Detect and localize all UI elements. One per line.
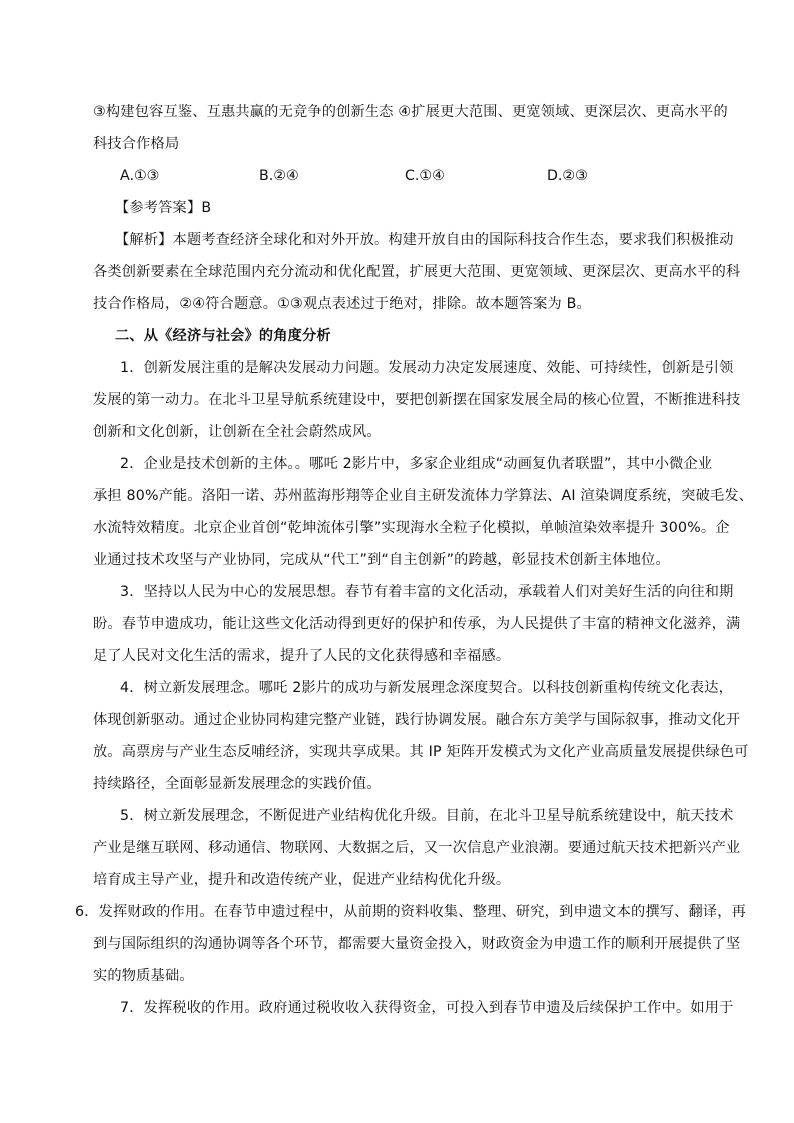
paragraph-line: 盼。春节申遗成功，能让这些文化活动得到更好的保护和传承，为人民提供了丰富的精神文化滋养，满 xyxy=(93,616,741,632)
paragraph-line: 体现创新驱动。通过企业协同构建完整产业链，践行协调发展。融合东方美学与国际叙事，推动文化开 xyxy=(93,712,741,728)
paragraph-line: 业通过技术攻坚与产业协同，完成从“代工”到“自主创新”的跨越，彰显技术创新主体地位。 xyxy=(93,552,670,568)
paragraph-line: 发展的第一动力。在北斗卫星导航系统建设中，要把创新摆在国家发展全局的核心位置，不断推进科技 xyxy=(93,392,741,408)
question-option-line: ③构建包容互鉴、互惠共赢的无竞争的创新生态 ④扩展更大范围、更宽领域、更深层次、更高水平的 xyxy=(93,104,728,120)
analysis-line: 各类创新要素在全球范围内充分流动和优化配置，扩展更大范围、更宽领域、更深层次、更高水平的科 xyxy=(93,264,741,280)
paragraph-line: 创新和文化创新，让创新在全社会蔚然成风。 xyxy=(93,424,381,440)
paragraph-line: 足了人民对文化生活的需求，提升了人民的文化获得感和幸福感。 xyxy=(93,648,511,664)
paragraph-line: 5．树立新发展理念，不断促进产业结构优化升级。目前，在北斗卫星导航系统建设中，航天技术 xyxy=(120,808,734,824)
paragraph-line: 放。高票房与产业生态反哺经济，实现共享成果。其 IP 矩阵开发模式为文化产业高质量发展提供绿色可 xyxy=(93,744,749,760)
option-d: D.②③ xyxy=(547,168,588,184)
paragraph-line: 7．发挥税收的作用。政府通过税收收入获得资金，可投入到春节申遗及后续保护工作中。如用于 xyxy=(120,1000,734,1016)
paragraph-line: 2．企业是技术创新的主体。。哪吒 2影片中，多家企业组成“动画复仇者联盟”，其中小微企业 xyxy=(120,456,713,472)
paragraph-line: 培育成主导产业，提升和改造传统产业，促进产业结构优化升级。 xyxy=(93,872,511,888)
analysis-line: 【解析】本题考查经济全球化和对外开放。构建开放自由的国际科技合作生态，要求我们积极推动 xyxy=(115,232,734,248)
paragraph-line: 到与国际组织的沟通协调等各个环节，都需要大量资金投入，财政资金为申遗工作的顺利开展提供了坚 xyxy=(93,936,741,952)
reference-answer: 【参考答案】B xyxy=(115,200,212,216)
paragraph-line: 持续路径，全面彰显新发展理念的实践价值。 xyxy=(93,776,381,792)
paragraph-line: 产业是继互联网、移动通信、物联网、大数据之后，又一次信息产业浪潮。要通过航天技术把新兴产业 xyxy=(93,840,741,856)
paragraph-line: 3．坚持以人民为中心的发展思想。春节有着丰富的文化活动，承载着人们对美好生活的向往和期 xyxy=(120,584,734,600)
option-c: C.①④ xyxy=(405,168,445,184)
paragraph-line: 4．树立新发展理念。哪吒 2影片的成功与新发展理念深度契合。以科技创新重构传统文化表达， xyxy=(120,680,734,696)
section-heading: 二、从《经济与社会》的角度分析 xyxy=(115,328,331,344)
paragraph-line: 1．创新发展注重的是解决发展动力问题。发展动力决定发展速度、效能、可持续性，创新是引领 xyxy=(120,360,734,376)
question-option-line: 科技合作格局 xyxy=(93,136,180,152)
paragraph-line: 承担 80%产能。洛阳一诺、苏州蓝海彤翔等企业自主研发流体力学算法、AI 渲染调度系统，突破毛发、 xyxy=(93,488,754,504)
paragraph-line: 水流特效精度。北京企业首创“乾坤流体引擎”实现海水全粒子化模拟，单帧渲染效率提升 300%。企 xyxy=(93,520,730,536)
paragraph-line: 6．发挥财政的作用。在春节申遗过程中，从前期的资料收集、整理、研究，到申遗文本的撰写、翻译，再 xyxy=(75,904,747,920)
paragraph-line: 实的物质基础。 xyxy=(93,968,194,984)
analysis-line: 技合作格局，②④符合题意。①③观点表述过于绝对，排除。故本题答案为 B。 xyxy=(93,296,591,312)
option-a: A.①③ xyxy=(120,168,160,184)
option-b: B.②④ xyxy=(259,168,299,184)
